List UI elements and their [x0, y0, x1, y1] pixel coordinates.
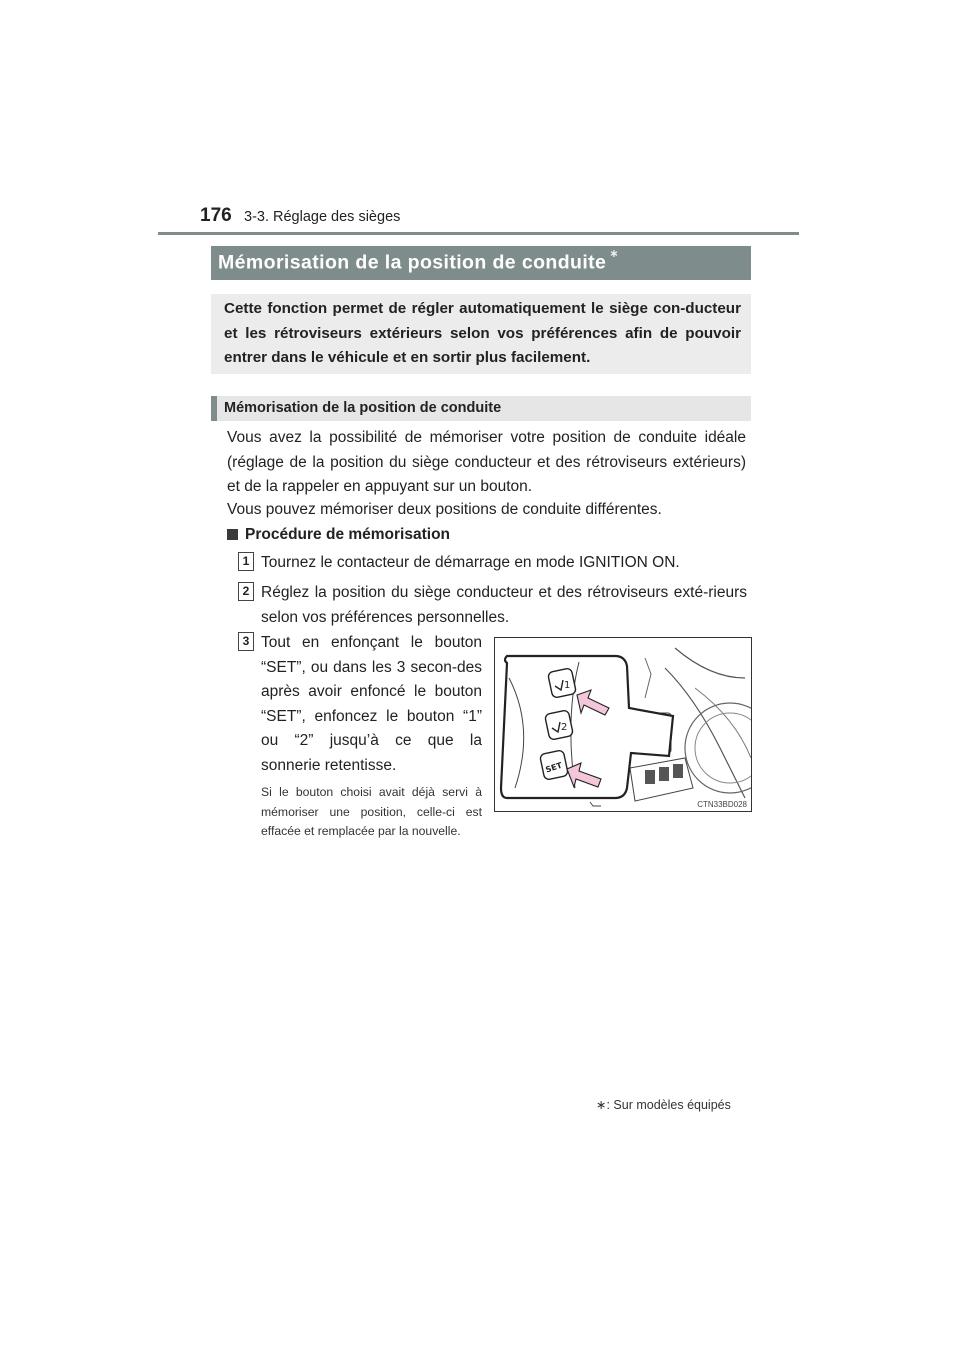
asterisk-icon: ∗: [609, 248, 619, 260]
subsection-accent: [211, 396, 217, 421]
subsection-bar: [211, 396, 751, 421]
paragraph-1: Vous avez la possibilité de mémoriser votre position de conduite idéale (réglage de la position du siège conducteur et des rétroviseurs extérieurs) et de la rappeler en appuyant sur un bouton.: [227, 429, 746, 495]
step-1-badge: 1: [238, 552, 254, 571]
section-title-text: Mémorisation de la position de conduite: [218, 251, 607, 274]
button-1-label: 1: [564, 680, 571, 691]
memory-button-2: [545, 710, 574, 740]
section-title: [218, 248, 619, 275]
page-number: 176: [200, 205, 232, 226]
bullet-square-icon: [227, 529, 238, 540]
button-set-label: SET: [544, 760, 564, 775]
intro-box: [211, 294, 751, 374]
step-3-note: Si le bouton choisi avait déjà servi à mémoriser une position, celle-ci est effacée et remplacée par la nouvelle.: [261, 785, 482, 838]
header-rule: [158, 232, 799, 235]
footnote: ∗: Sur modèles équipés: [596, 1098, 731, 1112]
illustration-svg: [495, 638, 751, 811]
subsection-title: Mémorisation de la position de conduite: [224, 400, 502, 416]
paragraph-2: Vous pouvez mémoriser deux positions de conduite différentes.: [227, 501, 662, 518]
button-2-label: 2: [561, 722, 568, 733]
memory-button-set: [540, 750, 569, 780]
step-3-badge: 3: [238, 632, 254, 651]
procedure-heading: Procédure de mémorisation: [245, 526, 451, 543]
section-reference: 3-3. Réglage des sièges: [244, 209, 401, 225]
step-2-badge: 2: [238, 582, 254, 601]
section-title-bar: [211, 246, 751, 280]
step-1-text: Tournez le contacteur de démarrage en mode IGNITION ON.: [261, 554, 680, 571]
memory-buttons-illustration: [494, 637, 752, 812]
memory-button-1: [548, 668, 577, 698]
step-2-text: Réglez la position du siège conducteur et des rétroviseurs exté-rieurs selon vos préférences personnelles.: [261, 584, 747, 626]
intro-text: Cette fonction permet de régler automatiquement le siège con-ducteur et les rétroviseurs extérieurs selon vos préférences afin de pouvoir entrer dans le véhicule et en sortir plus facilement.: [224, 300, 741, 366]
step-3-text: Tout en enfonçant le bouton “SET”, ou dans les 3 secon-des après avoir enfoncé le bouton “SET”, enfoncez le bouton “1” ou “2” jusqu’à ce que la sonnerie retentisse.: [261, 634, 482, 774]
figure-code: CTN33BD028: [697, 800, 747, 809]
